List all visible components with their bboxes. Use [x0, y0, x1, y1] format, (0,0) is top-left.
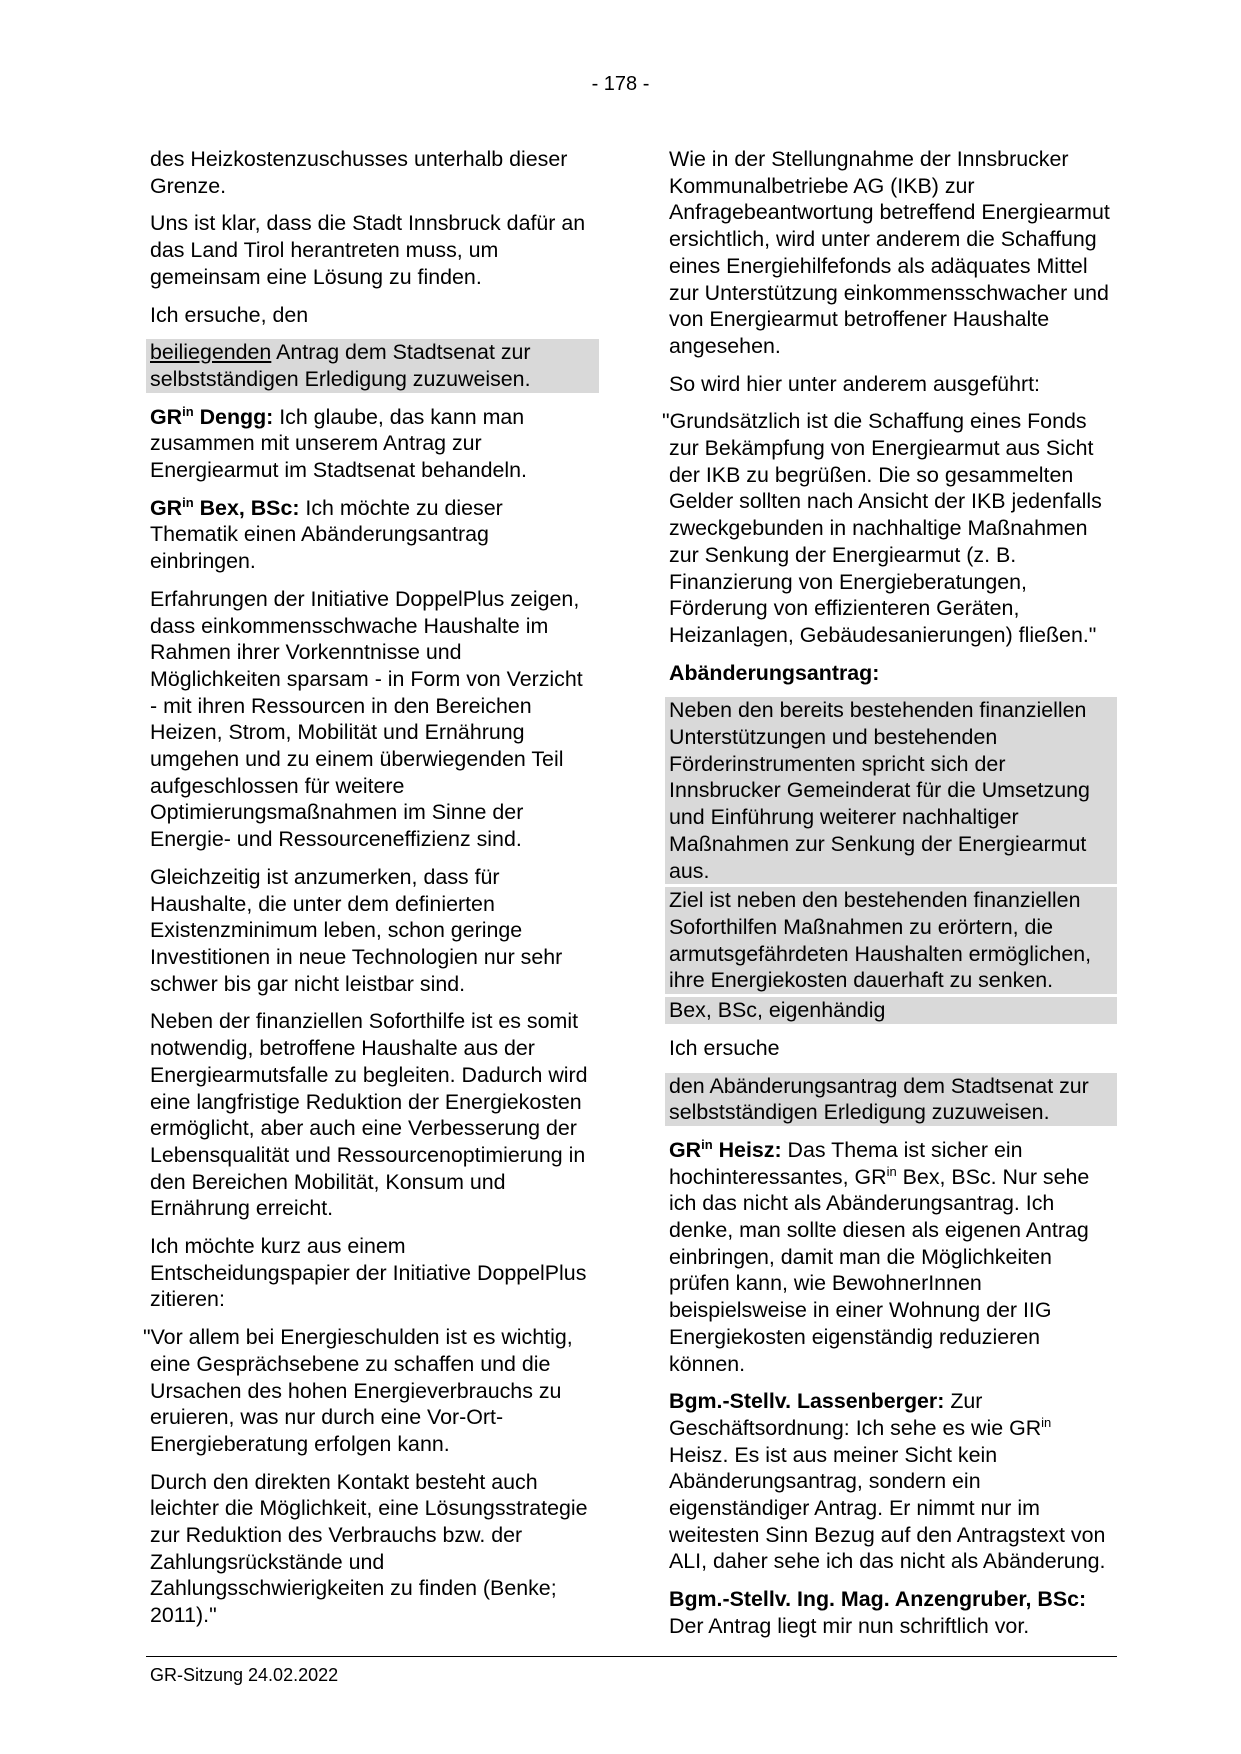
- signature-box: Bex, BSc, eigenhändig: [665, 997, 1117, 1024]
- speaker-text: Ich möchte zu dieser Thematik einen Abänderungsantrag einbringen.: [150, 495, 503, 574]
- paragraph: Ich ersuche, den: [150, 302, 309, 327]
- speaker-paragraph-heisz: [665, 1137, 1117, 1377]
- speaker-paragraph-lassenberger: [665, 1388, 1117, 1575]
- speaker-text: Zur Geschäftsordnung: Ich sehe es wie $GR^{in}$ Heisz. Es ist aus meiner Sicht kein Abänderungsantrag, sondern ein eigenständiger Antrag. Er nimmt nur im weitesten Sinn Bezug auf den Antragstext von ALI, daher sehe ich das nicht als Abänderung.: [669, 1389, 1106, 1574]
- footer-text: GR-Sitzung 24.02.2022: [150, 1665, 339, 1685]
- quote-paragraph: Durch den direkten Kontakt besteht auch leichter die Möglichkeit, eine Lösungsstrategie zur Reduktion des Verbrauchs bzw. der Zahlungsrückstände und Zahlungsschwierigkeiten zu finden (Benke; 2011).": [150, 1469, 588, 1628]
- speaker-label: Bgm.-Stellv. Lassenberger:: [669, 1389, 945, 1414]
- quote-paragraph: "Grundsätzlich ist die Schaffung eines Fonds zur Bekämpfung von Energiearmut aus Sicht der IKB zu begrüßen. Die so gesammelten Gelder sollten nach Ansicht der IKB jedenfalls zweckgebunden in nachhaltige Maßnahmen zur Senkung der Energiearmut (z. B. Finanzierung von Energieberatungen, Förderung von effizienteren Geräten, Heizanlagen, Gebäudesanierungen) fließen.": [662, 409, 1102, 647]
- amendment-heading: Abänderungsantrag:: [669, 660, 880, 685]
- speaker-paragraph-dengg: [146, 404, 599, 484]
- motion-text: Antrag dem Stadtsenat zur selbstständigen Erledigung zuzuweisen.: [150, 340, 531, 391]
- speaker-label: Bgm.-Stellv. Ing. Mag. Anzengruber, BSc:: [669, 1587, 1087, 1612]
- paragraph: So wird hier unter anderem ausgeführt:: [669, 371, 1040, 396]
- quote-paragraph: "Vor allem bei Energieschulden ist es wichtig, eine Gesprächsebene zu schaffen und die Ursachen des hohen Energieverbrauchs zu eruieren, was nur durch eine Vor-Ort-Energieberatung erfolgen kann.: [143, 1325, 573, 1456]
- right-column: [662, 146, 1117, 1651]
- paragraph: Erfahrungen der Initiative DoppelPlus zeigen, dass einkommensschwache Haushalte im Rahmen ihrer Vorkenntnisse und Möglichkeiten sparsam - in Form von Verzicht - mit ihren Ressourcen in den Bereichen Heizen, Strom, Mobilität und Ernährung umgehen und zu einem überwiegenden Teil aufgeschlossen für weitere Optimierungsmaßnahmen im Sinne der Energie- und Ressourceneffizienz sind.: [150, 586, 583, 852]
- footer-divider: [146, 1656, 1117, 1657]
- speaker-label: $GR^{in}$ Heisz:: [669, 1136, 782, 1162]
- amendment-box: Neben den bereits bestehenden finanziellen Unterstützungen und bestehenden Förderinstrumenten spricht sich der Innsbrucker Gemeinderat für die Umsetzung und Einführung weiterer nachhaltiger Maßnahmen zur Senkung der Energiearmut aus.: [665, 697, 1117, 884]
- paragraph: Wie in der Stellungnahme der Innsbrucker Kommunalbetriebe AG (IKB) zur Anfragebeantwortung betreffend Energiearmut ersichtlich, wird unter anderem die Schaffung eines Energiehilfefonds als adäquates Mittel zur Unterstützung einkommensschwacher und von Energiearmut betroffener Haushalte angesehen.: [669, 147, 1110, 358]
- motion-underlined-word: beiliegenden: [150, 340, 272, 365]
- motion-box: [146, 339, 599, 392]
- paragraph: Ich möchte kurz aus einem Entscheidungspapier der Initiative DoppelPlus zitieren:: [150, 1234, 587, 1312]
- paragraph: des Heizkostenzuschusses unterhalb dieser Grenze.: [150, 147, 568, 198]
- left-column: [143, 146, 599, 1640]
- paragraph: Neben der finanziellen Soforthilfe ist es somit notwendig, betroffene Haushalte aus der Energiearmutsfalle zu begleiten. Dadurch wird eine langfristige Reduktion der Energiekosten ermöglicht, aber auch eine Verbesserung der Lebensqualität und Ressourcenoptimierung in den Bereichen Mobilität, Konsum und Ernährung erreicht.: [150, 1009, 588, 1221]
- speaker-text: Das Thema ist sicher ein hochinteressantes, $GR^{in}$ Bex, BSc. Nur sehe ich das nicht als Abänderungsantrag. Ich denke, man sollte diesen als eigenen Antrag einbringen, damit man die Möglichkeiten prüfen kann, wie BewohnerInnen beispielsweise in einer Wohnung der IIG Energiekosten eigenständig reduzieren können.: [669, 1137, 1090, 1376]
- speaker-paragraph-anzengruber: [665, 1586, 1117, 1639]
- speaker-text: Der Antrag liegt mir nun schriftlich vor.: [669, 1613, 1030, 1638]
- paragraph: Ich ersuche: [669, 1035, 780, 1060]
- speaker-label: $GR^{in}$ Bex, BSc:: [150, 494, 300, 520]
- speaker-paragraph-bex: [146, 495, 599, 575]
- paragraph: Uns ist klar, dass die Stadt Innsbruck dafür an das Land Tirol herantreten muss, um gemeinsam eine Lösung zu finden.: [150, 211, 586, 289]
- paragraph: Gleichzeitig ist anzumerken, dass für Haushalte, die unter dem definierten Existenzminimum leben, schon geringe Investitionen in neue Technologien nur sehr schwer bis gar nicht leistbar sind.: [150, 864, 563, 996]
- motion-box: den Abänderungsantrag dem Stadtsenat zur selbstständigen Erledigung zuzuweisen.: [665, 1073, 1117, 1126]
- amendment-box: Ziel ist neben den bestehenden finanziellen Soforthilfen Maßnahmen zu erörtern, die armutsgefährdeten Haushalten ermöglichen, ihre Energiekosten dauerhaft zu senken.: [665, 887, 1117, 994]
- page-number: - 178 -: [591, 73, 650, 95]
- speaker-label: $GR^{in}$ Dengg:: [150, 403, 274, 429]
- speaker-text: Ich glaube, das kann man zusammen mit unserem Antrag zur Energiearmut im Stadtsenat behandeln.: [150, 404, 527, 483]
